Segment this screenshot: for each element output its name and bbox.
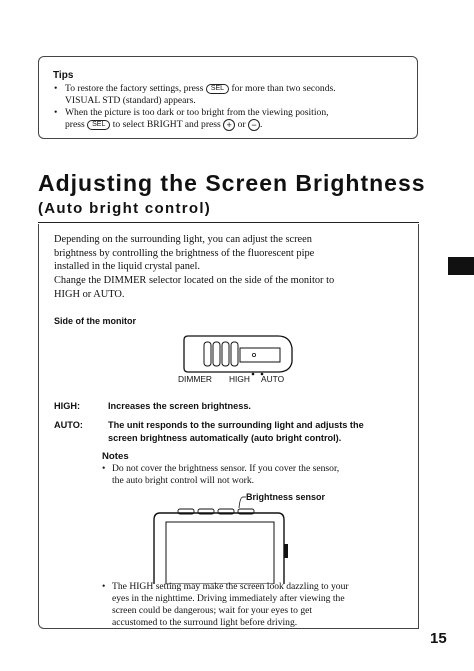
tip-bullet: •: [54, 107, 58, 118]
definition-term-high: HIGH:: [54, 401, 81, 411]
intro-line: Depending on the surrounding light, you can adjust the screen: [54, 234, 312, 245]
section-tab-marker: [448, 257, 474, 275]
tip-1-line-1: [65, 83, 336, 95]
tip-2-period: .: [259, 119, 263, 130]
page-subtitle: (Auto bright control): [38, 200, 212, 217]
auto-label: AUTO: [261, 374, 285, 384]
tip-2-text: press: [65, 119, 85, 130]
definition-text-auto: The unit responds to the surrounding light and adjusts the: [108, 420, 364, 430]
page-number: 15: [430, 630, 447, 647]
note-1-line: Do not cover the brightness sensor. If you cover the sensor,: [112, 463, 340, 474]
tip-2-or: or: [237, 119, 246, 130]
definition-text-auto: screen brightness automatically (auto bright control).: [108, 433, 342, 443]
heading-rule: [38, 222, 419, 223]
note-bullet: •: [102, 463, 106, 474]
tip-1-text-end: for more than two seconds.: [231, 83, 336, 94]
tip-bullet: •: [54, 83, 58, 94]
high-label: HIGH: [229, 374, 250, 384]
page-title: Adjusting the Screen Brightness: [38, 170, 426, 196]
minus-key-icon: −: [248, 119, 260, 131]
note-1-line: the auto bright control will not work.: [112, 475, 255, 486]
notes-title: Notes: [102, 451, 129, 462]
tip-1-text: To restore the factory settings, press: [65, 83, 204, 94]
monitor-front-illustration: [150, 494, 300, 584]
plus-key-icon: +: [223, 119, 235, 131]
monitor-side-illustration: [182, 332, 294, 376]
tip-2-text-mid: to select BRIGHT and press: [112, 119, 221, 130]
definition-text-high: Increases the screen brightness.: [108, 401, 251, 411]
tips-title: Tips: [53, 70, 74, 81]
note-2-line: The HIGH setting may make the screen look dazzling to your: [112, 581, 349, 592]
note-2-line: accustomed to the surround light before driving.: [112, 617, 298, 628]
intro-line: installed in the liquid crystal panel.: [54, 261, 201, 272]
note-bullet: •: [102, 581, 106, 592]
intro-line: Change the DIMMER selector located on the side of the monitor to: [54, 275, 335, 286]
note-2-line: eyes in the nighttime. Driving immediately after viewing the: [112, 593, 345, 604]
tip-2-line-1: When the picture is too dark or too bright from the viewing position,: [65, 107, 329, 118]
tip-1-line-2: VISUAL STD (standard) appears.: [65, 95, 196, 106]
sel-key-icon: SEL: [206, 84, 229, 94]
brightness-sensor-label: Brightness sensor: [246, 492, 326, 502]
definition-term-auto: AUTO:: [54, 420, 83, 430]
sel-key-icon: SEL: [87, 120, 110, 130]
tip-2-line-2: [65, 119, 262, 131]
side-of-monitor-label: Side of the monitor: [54, 316, 136, 326]
intro-line: brightness by controlling the brightness of the fluorescent pipe: [54, 248, 315, 259]
dimmer-label: DIMMER: [178, 374, 212, 384]
note-2-line: screen could be dangerous; wait for your eyes to get: [112, 605, 313, 616]
intro-line: HIGH or AUTO.: [54, 289, 125, 300]
